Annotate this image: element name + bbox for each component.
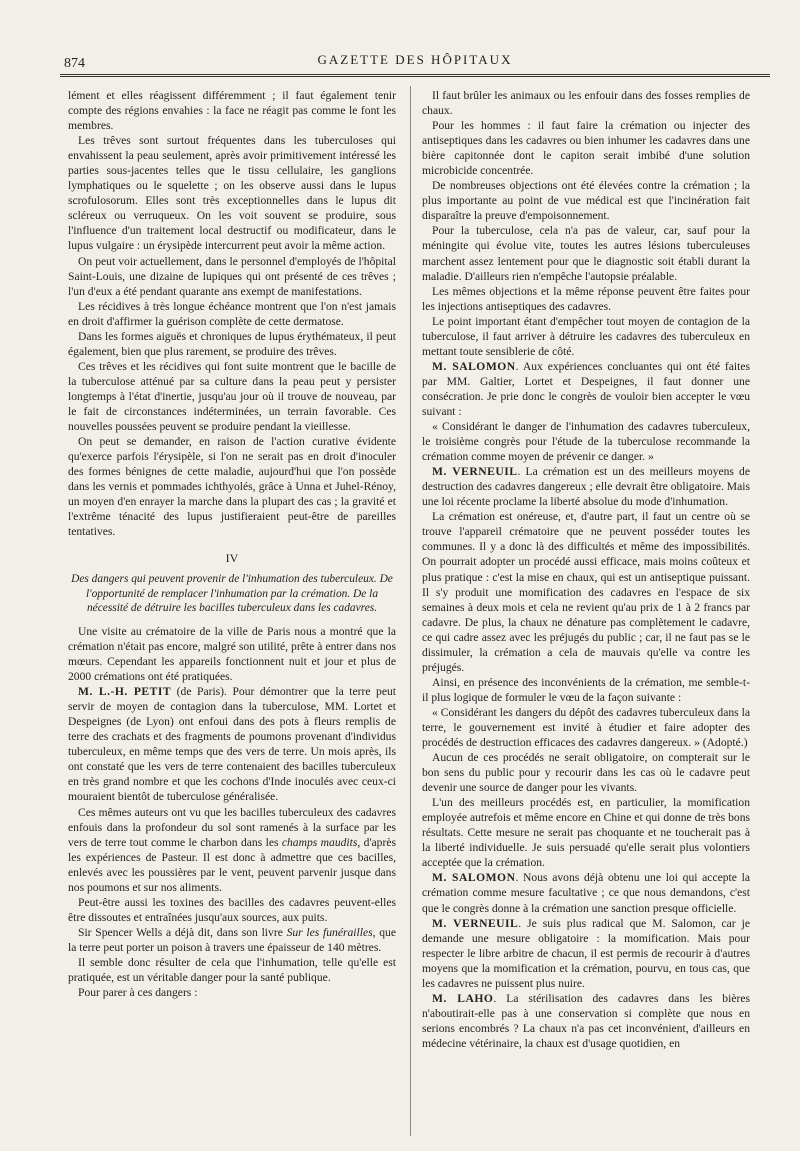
paragraph: Pour parer à ces dangers : xyxy=(78,986,198,1000)
left-column xyxy=(68,88,396,1000)
paragraph-text: . Aux expériences concluantes qui ont été faites par MM. Galtier, Lortet et Despeignes, il faut donner une consécration. Je prie donc le congrès de vouloir bien accepter le vœu suivant : xyxy=(422,359,750,418)
paragraph-text: . Je suis plus radical que M. Salomon, car je demande une mesure obligatoire : la momification. Mais pour respecter le libre arbitre de chacun, il est permis de recourir à d'autres moyens que la momification et la crémation, pourvu, en tous cas, que les cadavres ne puissent plus nuire. xyxy=(422,916,750,990)
speaker-name: M. SALOMON xyxy=(432,871,516,885)
paragraph: Aucun de ces procédés ne serait obligatoire, on compterait sur le bon sens du public pour y recourir dans les cas où le cadavre peut devenir une source de danger pour les vivants. xyxy=(422,751,750,795)
paragraph-text: (de Paris). Pour démontrer que la terre peut servir de moyen de contagion dans la tuberculose, MM. Lortet et Despeignes (de Lyon) ont enfoui dans des pots à fleurs remplis de terre des crachats et des fragments de poumons provenant d'individus tuberculeux, en même temps que des vers de terre. Un mois après, ils ont constaté que les vers de terre contenaient des bacilles tuberculeux en très grand nombre et que les cochons d'Inde inoculés avec ceux-ci mouraient bientôt de tuberculose généralisée. xyxy=(68,685,396,804)
paragraph: Ces trêves et les récidives qui font suite montrent que le bacille de la tuberculose atténué par sa culture dans la peau peut y persister longtemps à l'état d'inertie, jusqu'au jour où il trouve de nouveau, par le fait de circonstances indéterminées, un terrain favorable. Ces nouvelles poussées peuvent se produire pendant la vieillesse. xyxy=(68,359,396,434)
paragraph: De nombreuses objections ont été élevées contre la crémation ; la plus importante au point de vue médical est que l'incinération fait disparaître la preuve d'empoisonnement. xyxy=(422,179,750,223)
speaker-name: M. VERNEUIL xyxy=(432,465,518,479)
italic-text: Sur les funérailles xyxy=(286,925,373,939)
quoted-resolution: « Considérant les dangers du dépôt des cadavres tuberculeux dans la terre, le gouvernement est invité à étudier et faire adopter des procédés de destruction efficaces des cadavres dangereux. » (Adopté.) xyxy=(422,705,750,750)
paragraph: Pour la tuberculose, cela n'a pas de valeur, car, sauf pour la méningite qui évolue vite, toutes les autres lésions tuberculeuses marchent assez lentement pour que le diagnostic soit établi durant la maladie. D'ailleurs rien n'empêche l'autopsie préalable. xyxy=(422,224,750,283)
paragraph: Il faut brûler les animaux ou les enfouir dans des fosses remplies de chaux. xyxy=(422,89,750,118)
paragraph-text: . La crémation est un des meilleurs moyens de destruction des cadavres dangereux ; elle devrait être obligatoire. Mais une loi récente proclame la liberté absolue du mode d'inhumation. xyxy=(422,465,751,509)
paragraph xyxy=(422,916,750,991)
paragraph xyxy=(422,359,750,419)
paragraph: Pour les hommes : il faut faire la crémation ou injecter des antiseptiques dans les cadavres ou bien inhumer les cadavres dans une bière capitonnée dont le capiton serait imbibé d'une solution microbicide concentrée. xyxy=(422,119,750,178)
paragraph xyxy=(68,684,396,804)
speaker-name: M. L.-H. PETIT xyxy=(78,685,172,699)
speaker-name: M. SALOMON xyxy=(432,359,516,373)
paragraph xyxy=(68,805,396,895)
paragraph xyxy=(422,870,750,915)
journal-title: GAZETTE DES HÔPITAUX xyxy=(317,52,513,67)
paragraph: Peut-être aussi les toxines des bacilles des cadavres peuvent-elles être dissoutes et entraînées jusqu'aux sources, aux puits. xyxy=(68,895,396,924)
paragraph: Les trêves sont surtout fréquentes dans les tuberculoses qui envahissent la peau seulement, après avoir primitivement intéressé les parties sous-jacentes telles que le tissu cellulaire, les ganglions lymphatiques ou le squelette ; on les observe aussi dans le lupus scrofulosorum. Elles sont très exceptionnelles dans le lupus dit scléreux ou verruqueux. On les voit souvent se produire, sous l'influence d'un traitement local destructif ou modificateur, dans le lupus vulgaire : un érysipède intercurrent peut avoir la même action. xyxy=(68,134,396,253)
paragraph: Ainsi, en présence des inconvénients de la crémation, me semble-t-il plus logique de formuler le vœu de la façon suivante : xyxy=(422,675,750,704)
quoted-resolution: « Considérant le danger de l'inhumation des cadavres tuberculeux, le troisième congrès pour l'étude de la tuberculose recommande la crémation comme moyen de prévenir ce danger. » xyxy=(422,420,750,464)
paragraph: On peut se demander, en raison de l'action curative évidente qu'exerce parfois l'érysipèle, si l'on ne serait pas en droit d'inoculer des formes bénignes de cette maladie, aujourd'hui que l'on possède dans les vernis et pommades ichthyolés, grâce à Unna et Juhel-Rénoy, un moyen d'en enrayer la marche dans la plupart des cas ; la gravité et l'extrême ténacité des lupus justifieraient peut-être de pareilles tentatives. xyxy=(68,435,396,539)
paragraph-text: , d'après les expériences de Pasteur. Il est donc à admettre que ces bacilles, enlevés avec les poussières par le vent, peuvent parvenir jusque dans nos poumons et sur nos aliments. xyxy=(68,835,396,894)
paragraph xyxy=(422,991,750,1051)
page-header xyxy=(60,46,770,77)
paragraph: Une visite au crématoire de la ville de Paris nous a montré que la crémation n'était pas encore, malgré son utilité, prête à entrer dans nos mœurs. Cependant les appareils fonctionnent nuit et jour et plus de 2000 crémations ont été pratiquées. xyxy=(68,624,396,684)
paragraph: Dans les formes aiguës et chroniques de lupus érythémateux, il peut également, bien que plus rarement, se produire des trêves. xyxy=(68,329,396,358)
paragraph: Il semble donc résulter de cela que l'inhumation, telle qu'elle est pratiquée, est un véritable danger pour la santé publique. xyxy=(68,955,396,985)
paragraph: Le point important étant d'empêcher tout moyen de contagion de la tuberculose, il faut arriver à détruire les cadavres des tuberculeux en mettant toute sensiblerie de côté. xyxy=(422,314,750,358)
paragraph: Les récidives à très longue échéance montrent que l'on n'est jamais en droit d'affirmer la guérison complète de cette dermatose. xyxy=(68,299,396,328)
paragraph-text: Ces mêmes auteurs ont vu que les bacilles tuberculeux des cadavres enfouis dans la profondeur du sol sont ramenés à la surface par les vers de terre tout comme le charbon dans les xyxy=(68,805,396,849)
paragraph: lément et elles réagissent différemment ; il faut également tenir compte des régions envahies : la face ne réagit pas comme le font les membres. xyxy=(68,89,396,133)
paragraph: L'un des meilleurs procédés est, en particulier, la momification employée autrefois et même encore en Chine et qui donne de très bons résultats. Cette mesure ne serait pas choquante et ne toucherait pas à la liberté individuelle. Je suis persuadé qu'elle serait plus volontiers acceptée que la crémation. xyxy=(422,796,750,870)
speaker-name: M. LAHO xyxy=(432,991,494,1005)
paragraph: On peut voir actuellement, dans le personnel d'employés de l'hôpital Saint-Louis, une dizaine de lupiques qui ont présenté de ces trêves ; l'un d'eux a été pendant quarante ans exempt de manifestations. xyxy=(68,254,396,298)
paragraph: La crémation est onéreuse, et, d'autre part, il faut un centre où se trouve l'appareil crématoire que ne peuvent posséder toutes les communes. Il y a donc là des difficultés et même des impossibilités. On pourrait adopter un procédé aussi efficace, mais moins coûteux et plus pratique : c'est la mise en chaux, qui est un antiseptique puissant. Il s'y produit une momification des cadavres en l'espace de six semaines à deux mois et cela ne revient qu'au prix de 1 à 2 francs par cadavre. De plus, la chaux ne dénature pas complètement le cadavre, ce qui cadre assez avec les préjugés du public ; car, il ne faut pas se le dissimuler, la crémation a cela de mauvais qu'elle va contre les préjugés. xyxy=(422,510,750,674)
section-title: Des dangers qui peuvent provenir de l'inhumation des tuberculeux. De l'opportunité de remplacer l'inhumation par la crémation. De la nécessité de détruire les bacilles tuberculeux dans les cadavres. xyxy=(71,573,393,615)
right-column xyxy=(422,88,750,1051)
paragraph-text: Sir Spencer Wells a déjà dit, dans son livre xyxy=(78,925,287,939)
paragraph: Les mêmes objections et la même réponse peuvent être faites pour les injections antiseptiques des cadavres. xyxy=(422,284,750,313)
paragraph-text: . Nous avons déjà obtenu une loi qui accepte la crémation comme mesure facultative ; ce que nous demandons, c'est que le congrès donne à la crémation une sanction presque officielle. xyxy=(422,871,750,915)
speaker-name: M. VERNEUIL xyxy=(432,916,519,930)
paragraph-text: , que la terre peut porter un poison à travers une épaisseur de 140 mètres. xyxy=(68,925,396,954)
paragraph xyxy=(68,925,396,955)
page-number: 874 xyxy=(64,56,85,71)
italic-text: champs maudits xyxy=(281,835,358,849)
column-divider xyxy=(410,86,411,1136)
section-number: IV xyxy=(225,551,239,566)
paragraph-text: . La stérilisation des cadavres dans les bières n'aboutirait-elle pas à une conservation si complète que nous en serions encombrés ? La chaux n'a pas cet inconvénient, d'ailleurs en médecine vétérinaire, la chaux est d'usage quotidien, en xyxy=(422,991,750,1050)
paragraph xyxy=(422,464,750,509)
